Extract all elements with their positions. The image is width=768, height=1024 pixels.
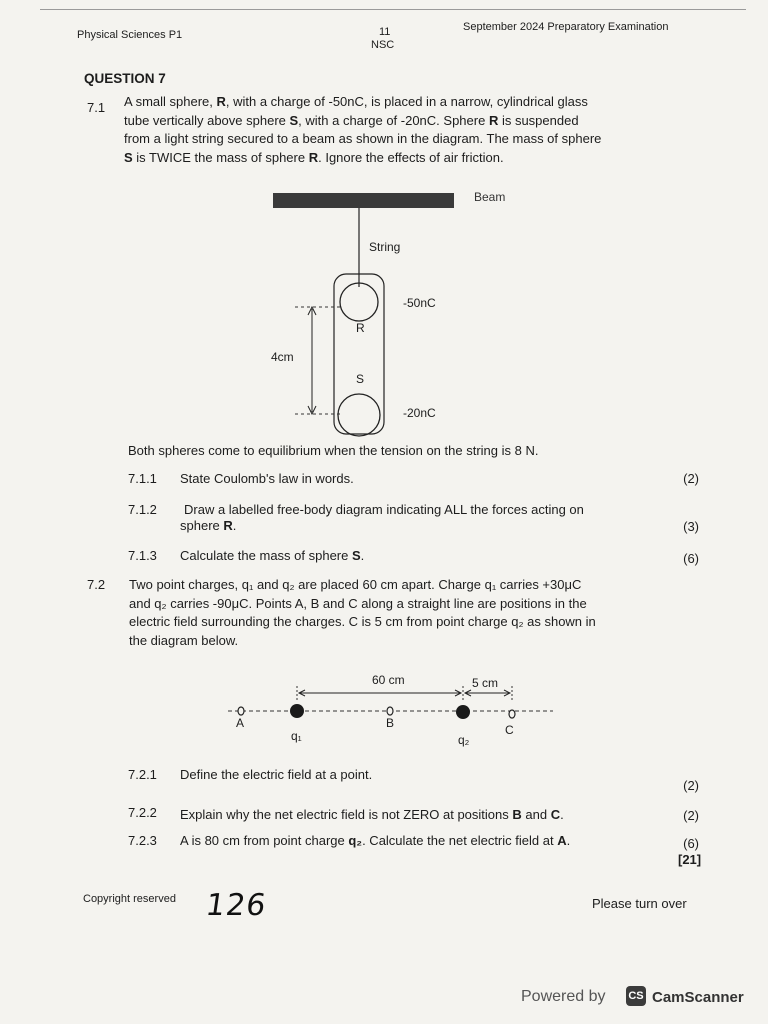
q7-1-3-marks: (6)	[683, 551, 699, 566]
q7-2-2-text: Explain why the net electric field is not ZERO at positions B and C.	[180, 807, 564, 822]
charge-q1	[290, 704, 304, 718]
question-title: QUESTION 7	[84, 71, 166, 86]
header-subject: Physical Sciences P1	[77, 29, 183, 41]
camscanner-logo-icon: CS	[626, 986, 646, 1006]
q7-2-line-1: Two point charges, q₁ and q₂ are placed 60 cm apart. Charge q₁ carries +30μC	[129, 577, 582, 592]
equilibrium-text: Both spheres come to equilibrium when the tension on the string is 8 N.	[128, 443, 539, 458]
q7-2-1-number: 7.2.1	[128, 767, 157, 782]
question-total: [21]	[678, 852, 702, 867]
q7-1-2-text-1: Draw a labelled free-body diagram indicating ALL the forces acting on	[184, 502, 584, 517]
q7-2-text	[129, 576, 659, 650]
sphere-r-label: R	[356, 321, 365, 335]
q7-1-line-2: tube vertically above sphere S, with a charge of -20nC. Sphere R is suspended	[124, 112, 579, 128]
q7-2-2-marks: (2)	[683, 808, 699, 823]
label-q1: q₁	[291, 729, 302, 743]
q7-2-3-marks: (6)	[683, 836, 699, 851]
label-a: A	[236, 716, 245, 730]
q7-1-line-1: A small sphere, R, with a charge of -50nC, is placed in a narrow, cylindrical glass	[124, 94, 588, 109]
charge-r-label: -50nC	[403, 296, 436, 310]
q7-1-number: 7.1	[87, 100, 106, 115]
q7-1-3-text: Calculate the mass of sphere S.	[180, 548, 365, 563]
q7-1-1-number: 7.1.1	[128, 471, 157, 486]
q7-2-line-4: the diagram below.	[129, 632, 239, 648]
distance-60cm: 60 cm	[372, 673, 405, 687]
copyright: Copyright reserved	[83, 893, 176, 905]
q7-1-2-text-2: sphere R.	[180, 518, 237, 533]
q7-1-2-number: 7.1.2	[128, 502, 157, 517]
point-a	[238, 707, 244, 715]
label-b: B	[386, 716, 395, 730]
point-c	[509, 710, 515, 718]
label-q2: q₂	[458, 733, 470, 747]
camscanner-brand: CamScanner	[652, 989, 744, 1006]
distance-label: 4cm	[271, 350, 294, 364]
q7-1-1-text: State Coulomb's law in words.	[180, 471, 354, 486]
q7-1-line-4: S is TWICE the mass of sphere R. Ignore the effects of air friction.	[124, 149, 504, 165]
sphere-tube-diagram	[0, 0, 768, 450]
q7-2-2-number: 7.2.2	[128, 805, 157, 820]
q7-2-line-2: and q₂ carries -90μC. Points A, B and C along a straight line are positions in the	[129, 595, 587, 611]
beam	[273, 193, 454, 208]
q7-1-2-marks: (3)	[683, 519, 699, 534]
q7-1-1-marks: (2)	[683, 471, 699, 486]
beam-label: Beam	[474, 190, 506, 204]
header-page-number: 11	[379, 26, 391, 38]
q7-2-1-marks: (2)	[683, 778, 699, 793]
sphere-s-label: S	[356, 372, 365, 386]
sphere-s	[338, 394, 380, 436]
q7-2-line-3: electric field surrounding the charges. C is 5 cm from point charge q₂ as shown in	[129, 614, 596, 629]
q7-1-3-number: 7.1.3	[128, 548, 157, 563]
string-label: String	[369, 240, 401, 254]
q7-2-1-text: Define the electric field at a point.	[180, 767, 373, 782]
powered-by: Powered by	[521, 988, 606, 1005]
charge-s-label: -20nC	[403, 406, 436, 420]
distance-5cm: 5 cm	[472, 676, 499, 690]
header-exam: September 2024 Preparatory Examination	[463, 21, 669, 33]
glass-tube	[334, 274, 384, 434]
label-c: C	[505, 723, 514, 737]
turn-over: Please turn over	[592, 896, 687, 911]
handwritten-number: 126	[203, 888, 269, 923]
q7-2-3-number: 7.2.3	[128, 833, 157, 848]
q7-1-line-3: from a light string secured to a beam as shown in the diagram. The mass of sphere	[124, 131, 602, 146]
point-b	[387, 707, 393, 715]
q7-2-number: 7.2	[87, 577, 106, 592]
charge-q2	[456, 705, 470, 719]
q7-2-3-text: A is 80 cm from point charge q₂. Calculate the net electric field at A.	[180, 833, 571, 848]
sphere-r	[340, 283, 378, 321]
header-nsc: NSC	[371, 39, 395, 51]
